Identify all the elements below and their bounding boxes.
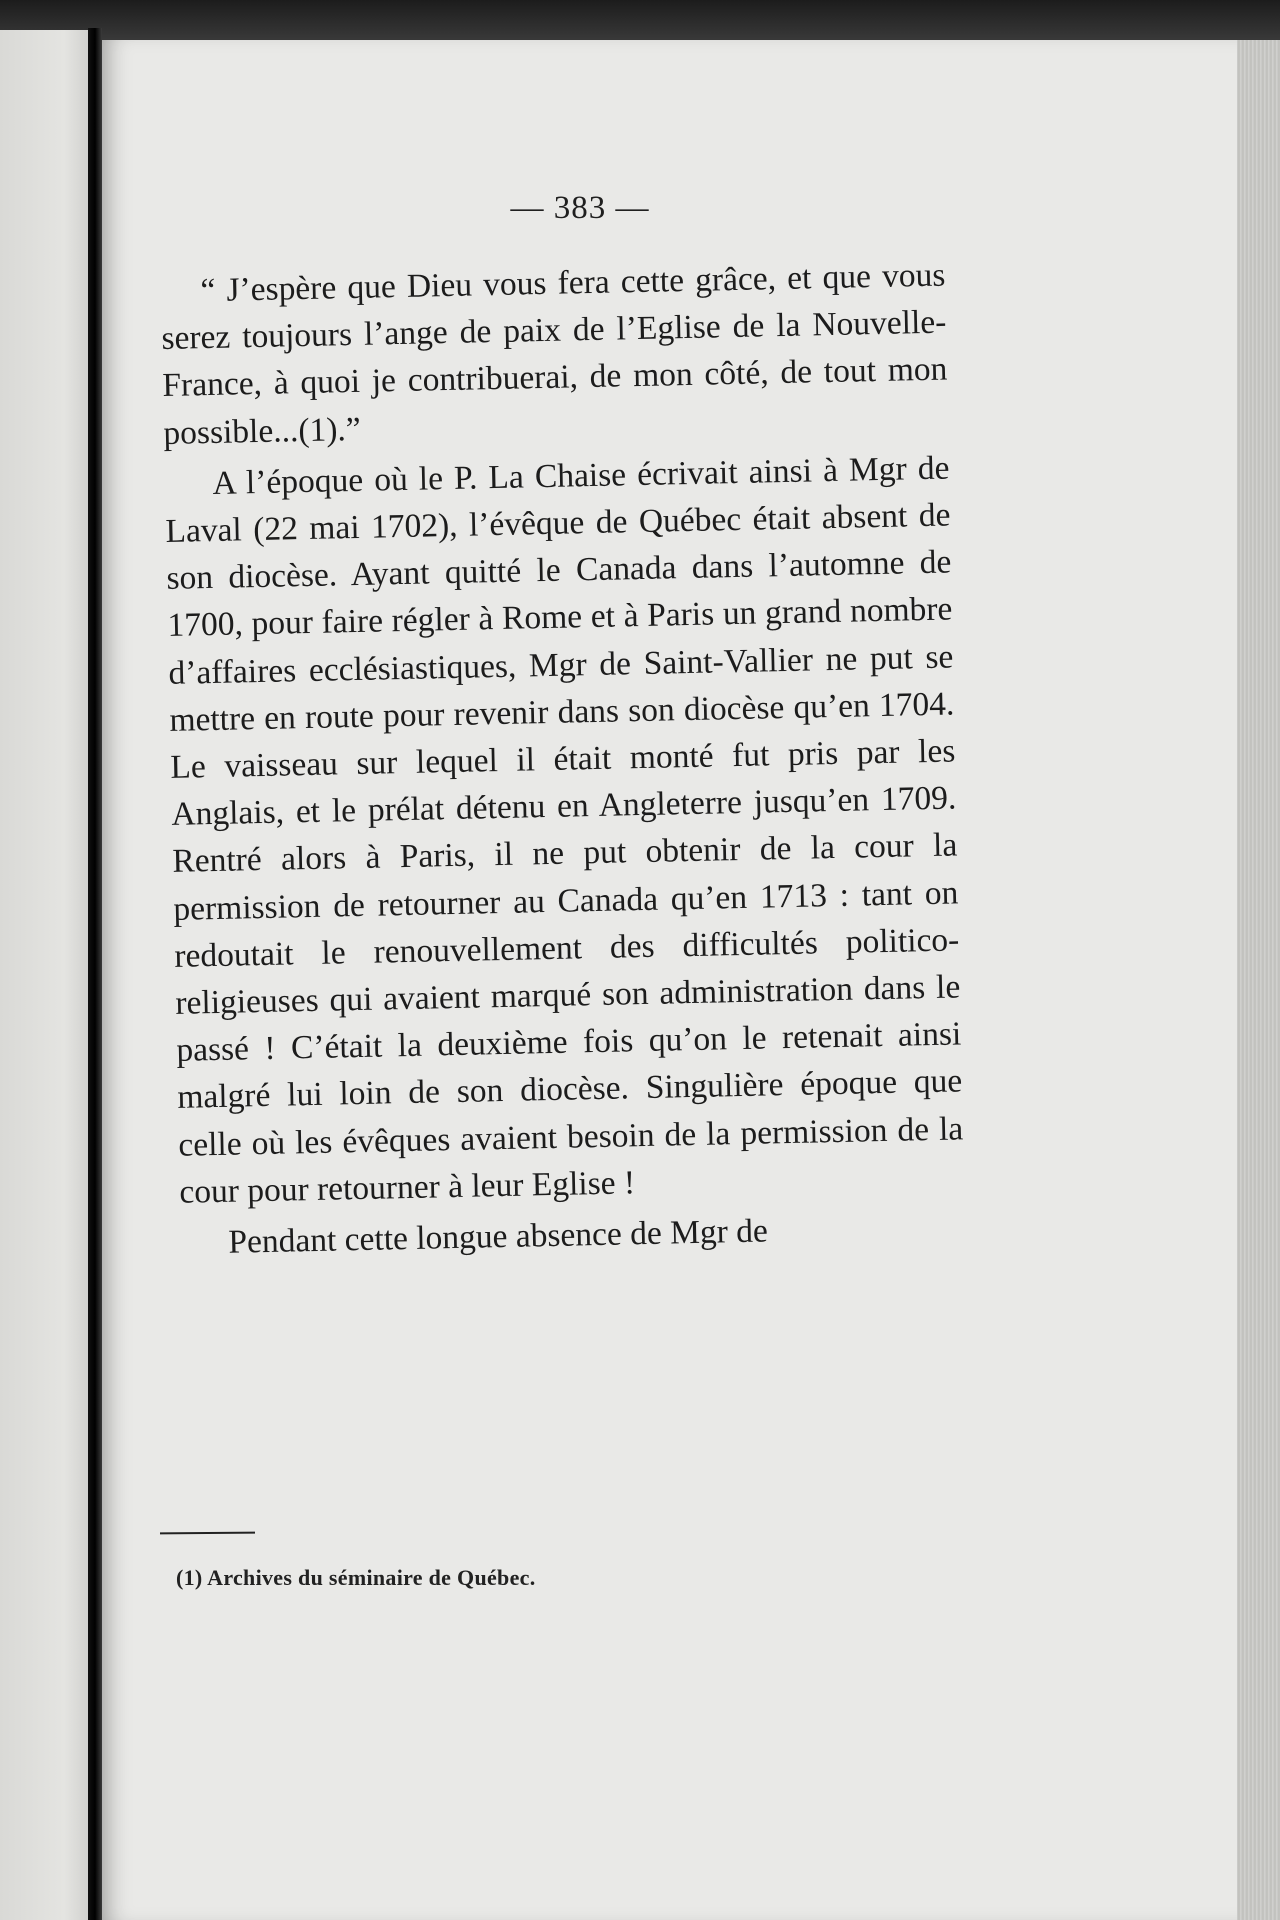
- page-stack-edge: [1237, 40, 1280, 1920]
- book-gutter: [88, 28, 102, 1920]
- footnote: (1) Archives du séminaire de Québec.: [176, 1565, 536, 1590]
- paragraph-main: A l’époque où le P. La Chaise écrivait ainsi à Mgr de Laval (22 mai 1702), l’évêque de Québec était absent de son diocèse. Ayant quitté le Canada dans l’automne de 1700, pour faire régler à Rome et à Paris un grand nombre d’affaires ecclésiastiques, Mgr de Saint-Vallier ne put se mettre en route pour revenir dans son diocèse qu’en 1704. Le vaisseau sur lequel il était monté fut pris par les Anglais, et le prélat détenu en Angleterre jusqu’en 1709. Rentré alors à Paris, il ne put obtenir de la cour la permission de retourner au Canada qu’en 1713 : tant on redoutait le renouvellement des difficultés politico-religieuses qui avaient marqué son administration dans le passé ! C’était la deuxième fois qu’on le retenait ainsi malgré lui loin de son diocèse. Singulière époque que celle où les évêques avaient besoin de la permission de la cour pour retourner à leur Eglise !: [165, 449, 964, 1211]
- facing-page-edge: [0, 30, 92, 1920]
- scan-background: [0, 0, 1280, 42]
- paragraph-quote: “ J’espère que Dieu vous fera cette grâce, et que vous serez toujours l’ange de paix de l’Eglise de la Nouvelle-France, à quoi je contribuerai, de mon côté, de tout mon possible...(1).”: [161, 256, 948, 452]
- page-number: — 383 —: [510, 190, 650, 226]
- body-text: [160, 252, 966, 1267]
- paragraph-continuation: Pendant cette longue absence de Mgr de: [228, 1212, 769, 1261]
